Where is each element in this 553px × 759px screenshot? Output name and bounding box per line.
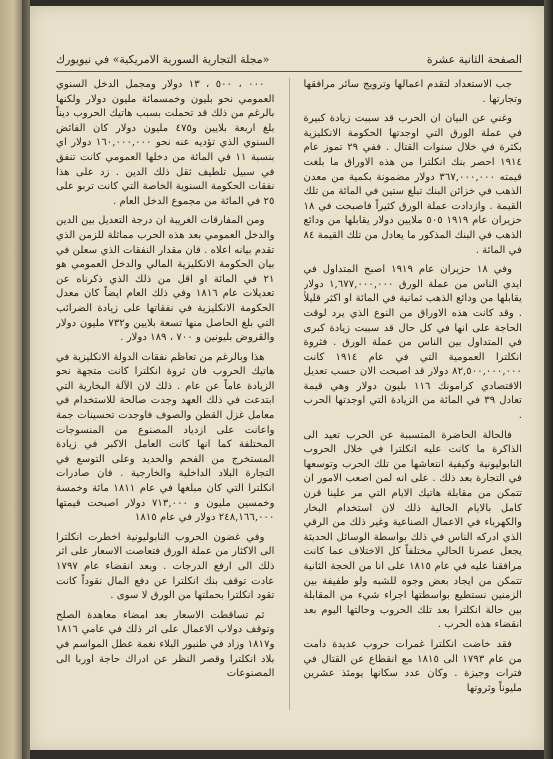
previous-page-edge bbox=[0, 0, 22, 759]
paragraph: وفي ١٨ حزيران عام ١٩١٩ اصبح المتداول في ايدي الناس من عملة الورق ١,٦٧٧,٠٠٠,٠٠٠ دولار يقابلها من ودائع الذهب ثمانية في المائة او اكثر قليلاً . وقد كانت هذه الاوراق من النوع الذي يرد لوقت الحاجة على انها في كل حال قد سببت زيادة كبرى في المتداول بين الناس من عملة الورق . فثروة انكلترا العمومية التي في عام ١٩١٤ كانت ٨٢,٥٠٠,٠٠٠,٠٠٠ دولار قد اصبحت الان حسب تعديل الاقتصادي كرامونك ١١٦ بليون دولار وهي قيمة تعادل ٣٩ في المائة من الزيادة التي اوجدتها الحرب . bbox=[303, 264, 522, 422]
right-column bbox=[304, 78, 523, 710]
book-spine bbox=[22, 0, 30, 759]
paragraph: جب الاستعداد لتقدم اعمالها وترويج سائر مرافقها وتجارتها . bbox=[303, 79, 522, 105]
column-divider bbox=[289, 78, 290, 710]
paragraph: هذا وبالرغم من تعاظم نفقات الدولة الانكليزية في هاتيك الحروب فان ثروة انكلترا كانت متجهة نحو الزيادة عاماً عن عام . ذلك لان الآلة البخارية التي ابتدعت في ذلك العهد وجدت صالحة للاستخدام في معامل غزل القطن والصوف فاوجدت تحسينات جمة واعانت على ازدياد المصنوع من المنسوجات المختلفة كما انها كانت العامل الاكبر في زيادة المستخرج من الفحم والحديد وعلى التوسع في التجارة البلاد الداخلية والخارجية . فان صادرات انكلترا التي كان مبلغها في عام ١٨١١ مائة وخمسة وخمسين مليون و ٧١٣,٠٠٠ دولار اصبحت قيمتها ٢٤٨,١٦٦,٠٠٠ دولار في عام ١٨١٥ bbox=[56, 351, 275, 524]
publication-title: «مجلة التجارية السورية الامريكية» في نيويورك bbox=[56, 52, 270, 66]
paragraph: ثم تساقطت الاسعار بعد امضاء معاهدة الصلح وتوقف دولاب الاعمال على اثر ذلك في عامي ١٨١٦ و١٨١٧ وزاد في طنبور البلاء نغمة عطل المواسم في بلاد انكلترا وقصر النظر عن ادراك حاجة اوربا الى المصنوعات bbox=[56, 609, 275, 680]
header-rule bbox=[56, 71, 522, 72]
paragraph: ومن المفارقات الغريبة ان درجة التعديل بين الدين والدخل العمومي بعد هذه الحرب مماثلة للزمن الذي تقدم بيانه اعلاه . فان مقدار النفقات الذي سعلن في بيان الحكومة الانكليزية المالي والدخل العمومي هو ٢١ في المائة او اقل من ذلك الذي ذكرناه عن تعديلات عام ١٨١٦ وفي ذلك العام ايضاً كان معدل الحكومة الانكليزية في نفقاتها على زيادة الضرائب التي بلغ الحاصل منها تسعة بلايين و٧٣٢ مليون دولار والقروض بليونين و ٧٠٠ ، ١٨٩ دولار . bbox=[56, 215, 275, 344]
left-column bbox=[56, 78, 275, 710]
scan-right-edge bbox=[544, 0, 553, 759]
paragraph: فقد خاضت انكلترا غمرات حروب عديدة دامت من عام ١٧٩٣ الى ١٨١٥ مع انقطاع عن القتال في فترات وجيزة . وكان عدد سكانها يومئذ عشرين مليوناً وثروتها bbox=[303, 638, 522, 694]
paragraph: وغني عن البيان ان الحرب قد سببت زيادة كبيرة في عملة الورق التي اوجدتها الحكومة الانكليزية بكثرة في خلال سنوات القتال . ففي ٢٩ تموز عام ١٩١٤ احصر بنك انكلترا من هذه الاوراق ما بلغت قيمته ٣٦٧,٠٠٠,٠٠٠ دولار مضمونة بكمية من معدن الذهب في خزائن البنك تبلغ ستين في المائة من تلك القيمة . وازدادت عملة الورق كثيراً فاصبحت في ١٨ حزيران عام ١٩١٩ ٥٠٥ ملايين دولار يقابلها من ودائع الذهب في البنك المذكور ما يعادل من تلك القيمة ٨٤ في المائة . bbox=[303, 113, 522, 256]
page-number-label: الصفحة الثانية عشرة bbox=[426, 52, 522, 66]
page-header bbox=[56, 50, 522, 68]
text-columns bbox=[56, 78, 522, 710]
paragraph: وفي غضون الحروب النابوليونية اخطرت انكلترا الى الاكثار من عملة الورق فتعاصت الاسعار على اثر ذلك الى ارفع الدرجات . وبعد انقضاء عام ١٧٩٧ عادت توقف بنك انكلترا عن دفع المال نقوداً كانت تقود انكلترا بحملتها من الورق لا سوى . bbox=[56, 531, 275, 602]
newspaper-page bbox=[30, 6, 544, 750]
paragraph: ٠٠٠ ، ٥٠٠ ، ١٣ دولار ومجمل الدخل السنوي العمومي نحو بليون وخمسمائة مليون دولار ولكنها بالرغم من ذلك قد تحملت بسبب هاتيك الحروب ديناً بلغ اربعة بلايين و٤٧٥ مليون دولار كان الفائض السنوي الذي تؤديه عنه نحو ١٦٠,٠٠٠,٠٠٠ دولار اي بنسبة ١١ في المائة من دخلها العمومي كانت تنفق في سبيل تلطيف ثقل ذلك الدين . زد على هذا نفقات الحكومة السنوية الخاصة التي كانت تربو على ٢٥ في المائة من مجموع الدخل العام . bbox=[56, 79, 275, 207]
paragraph: فالحالة الحاضرة المتسببة عن الحرب تعيد الى الذاكرة ما كانت عليه انكلترا في خلال الحروب النابوليونية وكيفية انتعاشها من تلك الحرب وتوسعها في التجارة بعد ذلك . على انه لمن اصعب الامور ان تتمكن من مقابلة هاتيك الايام التي مر علينا قرن كامل بالايام الحالية ذلك لان استخدام البخار والكهرباء في الاعمال الصناعية وغير ذلك من الرقي الذي ادركه الناس في ذلك بواسطة الوسائل الحديثة يجعل عصرنا الحالي مختلفاً كل الاختلاف عما كانت مرافقنا عليه في عام ١٨١٥ على انا من الحجة الثانية تتمكن من ايجاد بعض وجوه للشبه ولو طفيفة بين الزمنين نستطيع بواسطتها اجراء شيء من المقابلة بين حالة انكلترا بعد تلك الحروب وحالتها اليوم بعد انقضاء هذه الحرب . bbox=[303, 429, 522, 631]
